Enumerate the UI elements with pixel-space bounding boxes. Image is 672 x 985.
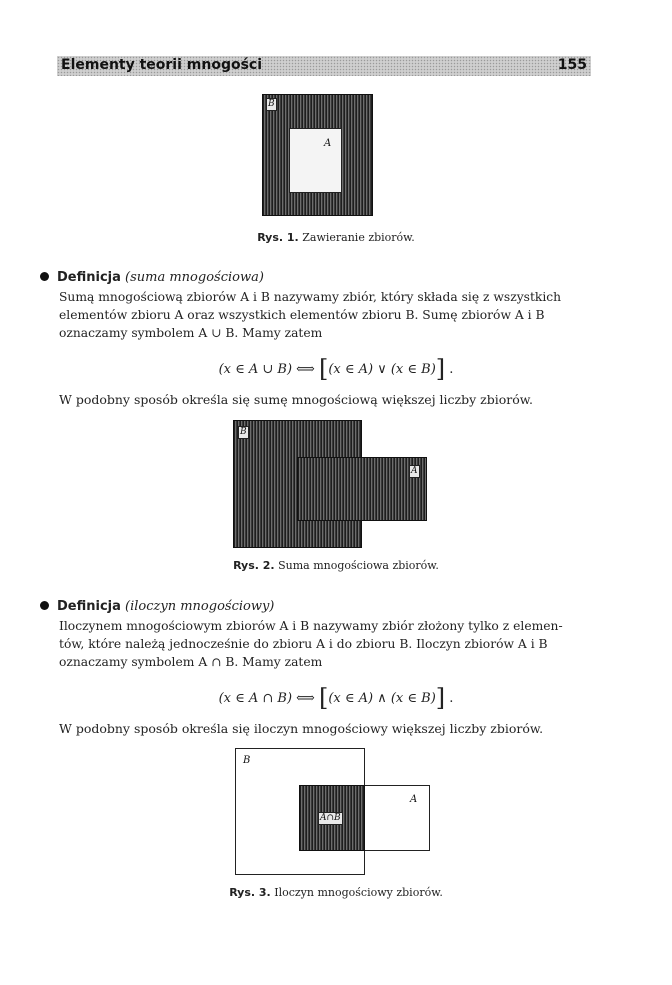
definition1-line: oznaczamy symbolem A ∪ B. Mamy zatem xyxy=(59,326,323,340)
left-bracket-glyph: [ xyxy=(318,684,329,712)
definition1-name: (suma mnogościowa) xyxy=(125,270,264,285)
definition1-formula: (x ∈ A ∪ B) ⟺ [(x ∈ A) ∨ (x ∈ B)] . xyxy=(218,355,454,383)
definition2-line: Iloczynem mnogościowym zbiorów A i B nazywamy zbiór złożony tylko z elemen- xyxy=(59,619,563,633)
right-bracket-glyph: ] xyxy=(435,684,446,712)
definition2-name: (iloczyn mnogościowy) xyxy=(125,599,275,614)
definition2-formula-right: (x ∈ A) ∧ (x ∈ B) xyxy=(328,691,436,706)
figure2-set-B-edge xyxy=(297,457,362,521)
figure3-caption-text: Iloczyn mnogościowy zbiorów. xyxy=(274,886,443,899)
definition1-formula-left: (x ∈ A ∪ B) xyxy=(218,362,293,377)
figure2-label-A: A xyxy=(411,466,418,476)
definition2-formula-left: (x ∈ A ∩ B) xyxy=(218,691,293,706)
figure3-label-A: A xyxy=(410,794,418,805)
figure3-caption-number: Rys. 3. xyxy=(229,886,271,899)
figure3-label-B: B xyxy=(243,755,251,766)
page-number: 155 xyxy=(557,57,587,73)
definition1-follow-text: W podobny sposób określa się sumę mnogościową większej liczby zbiorów. xyxy=(59,392,533,407)
figure1-caption xyxy=(0,231,672,244)
figure2-caption xyxy=(0,559,672,572)
figure1-caption-number: Rys. 1. xyxy=(257,231,299,244)
left-bracket-glyph: [ xyxy=(318,355,329,383)
definition2-formula-arrow: ⟺ xyxy=(296,691,315,706)
definition2-line: tów, które należą jednocześnie do zbioru A i do zbioru B. Iloczyn zbiorów A i B xyxy=(59,637,548,651)
definition2-formula: (x ∈ A ∩ B) ⟺ [(x ∈ A) ∧ (x ∈ B)] . xyxy=(218,684,454,712)
figure3-label-intersection: A∩B xyxy=(320,813,341,823)
definition2-follow-text: W podobny sposób określa się iloczyn mnogościowy większej liczby zbiorów. xyxy=(59,721,544,736)
definition1-body xyxy=(59,288,591,342)
header-title: Elementy teorii mnogości xyxy=(61,57,263,73)
definition1-formula-arrow: ⟺ xyxy=(296,362,315,377)
definition1-heading xyxy=(40,270,264,285)
figure1-label-A: A xyxy=(324,138,332,149)
definition2-word: Definicja xyxy=(57,599,121,614)
figure1-label-B: B xyxy=(268,99,275,109)
right-bracket-glyph: ] xyxy=(435,355,446,383)
figure1-set-A xyxy=(289,128,342,193)
bullet-icon xyxy=(40,272,49,281)
definition1-formula-right: (x ∈ A) ∨ (x ∈ B) xyxy=(328,362,436,377)
running-header xyxy=(57,56,591,76)
figure2-caption-number: Rys. 2. xyxy=(233,559,275,572)
figure2-label-B: B xyxy=(240,427,247,437)
definition1-word: Definicja xyxy=(57,270,121,285)
definition1-line: elementów zbioru A oraz wszystkich elementów zbioru B. Sumę zbiorów A i B xyxy=(59,308,545,322)
definition1-line: Sumą mnogościową zbiorów A i B nazywamy zbiór, który składa się z wszystkich xyxy=(59,290,562,304)
definition2-line: oznaczamy symbolem A ∩ B. Mamy zatem xyxy=(59,655,323,669)
figure3-caption xyxy=(0,886,672,899)
definition2-heading xyxy=(40,599,274,614)
figure1-caption-text: Zawieranie zbiorów. xyxy=(302,231,415,244)
bullet-icon xyxy=(40,601,49,610)
definition2-body xyxy=(59,617,591,671)
figure2-caption-text: Suma mnogościowa zbiorów. xyxy=(278,559,439,572)
